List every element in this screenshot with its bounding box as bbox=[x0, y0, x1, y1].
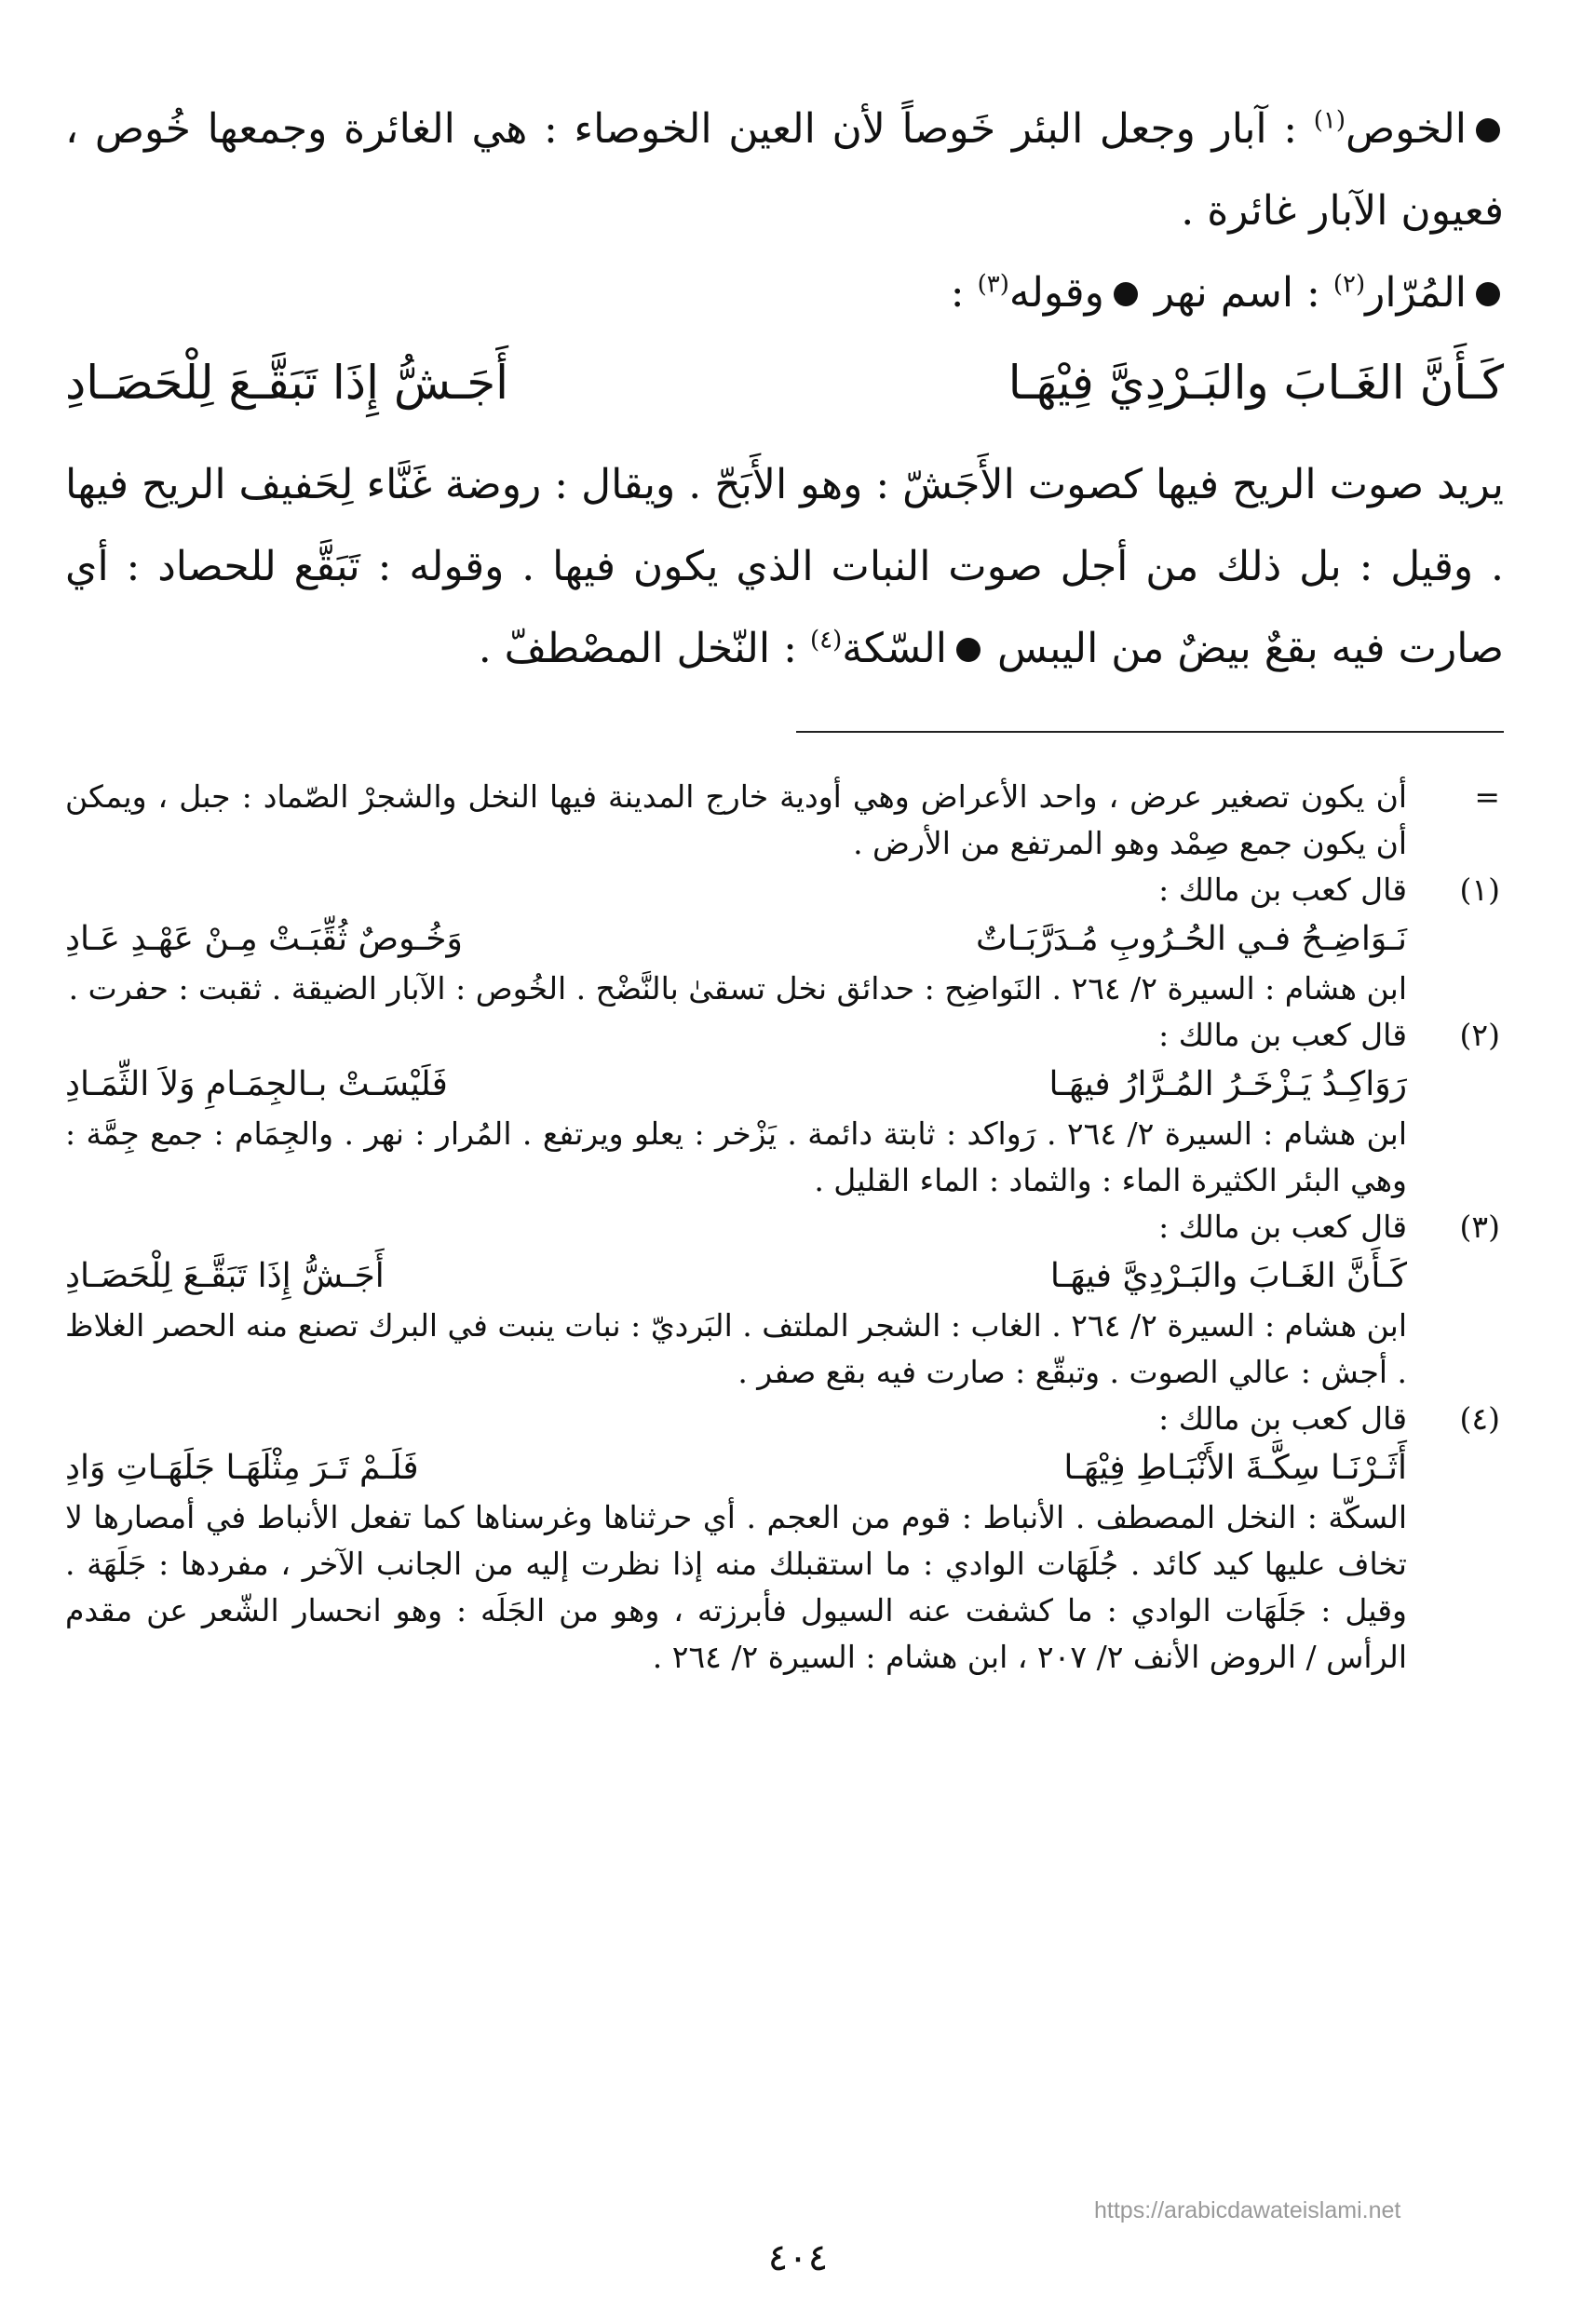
term-qawluhu: وقوله bbox=[1008, 269, 1104, 317]
verse-first-hemistich: أَثَـرْنَـا سِكَّـةَ الأَنْبَـاطِ فِيْهَـا bbox=[1063, 1449, 1407, 1487]
footnote-text: السكّة : النخل المصطف . الأنباط : قوم من العجم . أي حرثناها وغرسناها كما تفعل الأنباط في أمصارها لا تخاف عليها كيد كائد . جُلَهَات الوادي : ما استقبلك منه إذا نظرت إليه من الجانب الآخر ، مفردها : جَلَهَة . وقيل : جَلَهَات الوادي : ما كشفت عنه السيول فأبرزته ، وهو من الجَلَه : وهو انحسار الشّعر عن مقدم الرأس / الروض الأنف ٢/ ٢٠٧ ، ابن هشام : السيرة ٢/ ٢٦٤ . bbox=[65, 1499, 1407, 1675]
footnote-text: ابن هشام : السيرة ٢/ ٢٦٤ . النَواضِح : حدائق نخل تسقىٰ بالنَّضْح . الخُوص : الآبار الضيقة . ثقبت : حفرت . bbox=[68, 970, 1407, 1007]
footnote-number: (٢) bbox=[1459, 1017, 1500, 1053]
verse-second-hemistich: أَجَـشُّ إِذَا تَبَقَّـعَ لِلْحَصَـادِ bbox=[65, 356, 509, 410]
paragraph-khaws-text: : آبار وجعل البئر خَوصاً لأن العين الخوصاء : هي الغائرة وجمعها خُوص ، فعيون الآبار غائرة . bbox=[65, 105, 1504, 235]
paragraph-khaws bbox=[65, 88, 1504, 252]
paragraph-murrar-text: : اسم نهر bbox=[1154, 269, 1320, 317]
verse-first-hemistich: رَوَاكِـدُ يَـزْخَـرُ المُـرَّارُ فيهَـا bbox=[1048, 1065, 1407, 1103]
bullet-dot-icon bbox=[956, 638, 981, 662]
bullet-dot-icon bbox=[1114, 282, 1138, 306]
verse-second-hemistich: فَلَيْسَـتْ بـالجِمَـامِ وَلاَ الثِّمَـادِ bbox=[65, 1065, 448, 1103]
note-ref-4[interactable]: (٤) bbox=[809, 626, 843, 655]
page-content bbox=[65, 88, 1504, 1681]
footnote-intro: قال كعب بن مالك : bbox=[1158, 872, 1407, 908]
footnote-continuation bbox=[65, 774, 1504, 867]
footnote-1 bbox=[65, 867, 1504, 1012]
verse-main bbox=[65, 338, 1504, 427]
term-murrar: المُرّار bbox=[1365, 269, 1467, 317]
footnote-text: ابن هشام : السيرة ٢/ ٢٦٤ . رَواكد : ثابتة دائمة . يَزْخر : يعلو ويرتفع . المُرار : نهر . والجِمَام : جمع جِمَّة : وهي البئر الكثيرة الماء : والثماد : الماء القليل . bbox=[65, 1115, 1407, 1198]
footnote-intro: قال كعب بن مالك : bbox=[1158, 1209, 1407, 1245]
paragraph-murrar bbox=[65, 252, 1504, 334]
footnote-4 bbox=[65, 1396, 1504, 1681]
verse-first-hemistich: كَـأَنَّ الغَـابَ والبَـرْدِيَّ فِيْهَـا bbox=[1008, 356, 1504, 410]
footnote-verse bbox=[65, 1250, 1407, 1303]
verse-first-hemistich: كَـأَنَّ الغَـابَ والبَـرْدِيَّ فيهَـا bbox=[1049, 1257, 1407, 1295]
footnote-intro: قال كعب بن مالك : bbox=[1158, 1400, 1407, 1437]
watermark-url[interactable]: https://arabicdawateislami.net bbox=[1094, 2197, 1401, 2223]
term-sikka-definition: : النّخل المصْطفّ . bbox=[478, 625, 797, 672]
footnote-separator bbox=[796, 731, 1504, 733]
footnote-verse bbox=[65, 1442, 1407, 1494]
footnote-number: (٣) bbox=[1459, 1209, 1500, 1245]
continuation-mark: = bbox=[1474, 778, 1500, 815]
footnotes bbox=[65, 774, 1504, 1681]
page-number: ٤٠٤ bbox=[767, 2236, 829, 2279]
term-khaws: الخوص bbox=[1346, 105, 1467, 153]
verse-second-hemistich: فَلَـمْ تَـرَ مِثْلَهَـا جَلَهَـاتِ وَادِ bbox=[65, 1449, 419, 1487]
note-ref-3[interactable]: (٣) bbox=[977, 270, 1009, 299]
paragraph-explanation bbox=[65, 444, 1504, 690]
main-text bbox=[65, 88, 1504, 690]
verse-second-hemistich: أَجَـشُّ إِذَا تَبَقَّـعَ لِلْحَصَـادِ bbox=[65, 1257, 385, 1295]
footnote-3 bbox=[65, 1204, 1504, 1396]
verse-second-hemistich: وَخُـوصٌ ثُقِّبَـتْ مِـنْ عَهْـدِ عَـادِ bbox=[65, 920, 463, 958]
footnote-intro: قال كعب بن مالك : bbox=[1158, 1017, 1407, 1053]
continuation-text: أن يكون تصغير عرض ، واحد الأعراض وهي أودية خارج المدينة فيها النخل والشجرْ الصّماد : جبل ، ويمكن أن يكون جمع صِمْد وهو المرتفع من الأرض . bbox=[65, 778, 1407, 861]
bullet-dot-icon bbox=[1476, 282, 1500, 306]
footnote-2 bbox=[65, 1012, 1504, 1204]
footnote-number: (٤) bbox=[1459, 1400, 1500, 1437]
footnote-verse bbox=[65, 913, 1407, 966]
verse-first-hemistich: نَـوَاضِـحُ فـي الحُـرُوبِ مُـدَرَّبَـاتٌ bbox=[975, 920, 1407, 958]
colon: : bbox=[950, 269, 965, 317]
footnote-text: ابن هشام : السيرة ٢/ ٢٦٤ . الغاب : الشجر الملتف . البَرديّ : نبات ينبت في البرك تصنع منه الحصر الغلاظ . أجش : عالي الصوت . وتبقّع : صارت فيه بقع صفر . bbox=[65, 1307, 1408, 1390]
footnote-number: (١) bbox=[1459, 872, 1500, 908]
note-ref-1[interactable]: (١) bbox=[1313, 106, 1346, 135]
footnote-verse bbox=[65, 1059, 1407, 1111]
note-ref-2[interactable]: (٢) bbox=[1332, 270, 1366, 299]
term-sikka: السّكة bbox=[842, 625, 948, 672]
bullet-dot-icon bbox=[1476, 118, 1500, 142]
paragraph-explanation-text: يريد صوت الريح فيها كصوت الأَجَشّ : وهو الأَبَحّ . ويقال : روضة غَنَّاء لِحَفيف الريح فيها . وقيل : بل ذلك من أجل صوت النبات الذي يكون فيها . وقوله : تَبَقَّع للحصاد : أي صارت فيه بقعٌ بيضٌ من اليبس bbox=[65, 461, 1504, 672]
